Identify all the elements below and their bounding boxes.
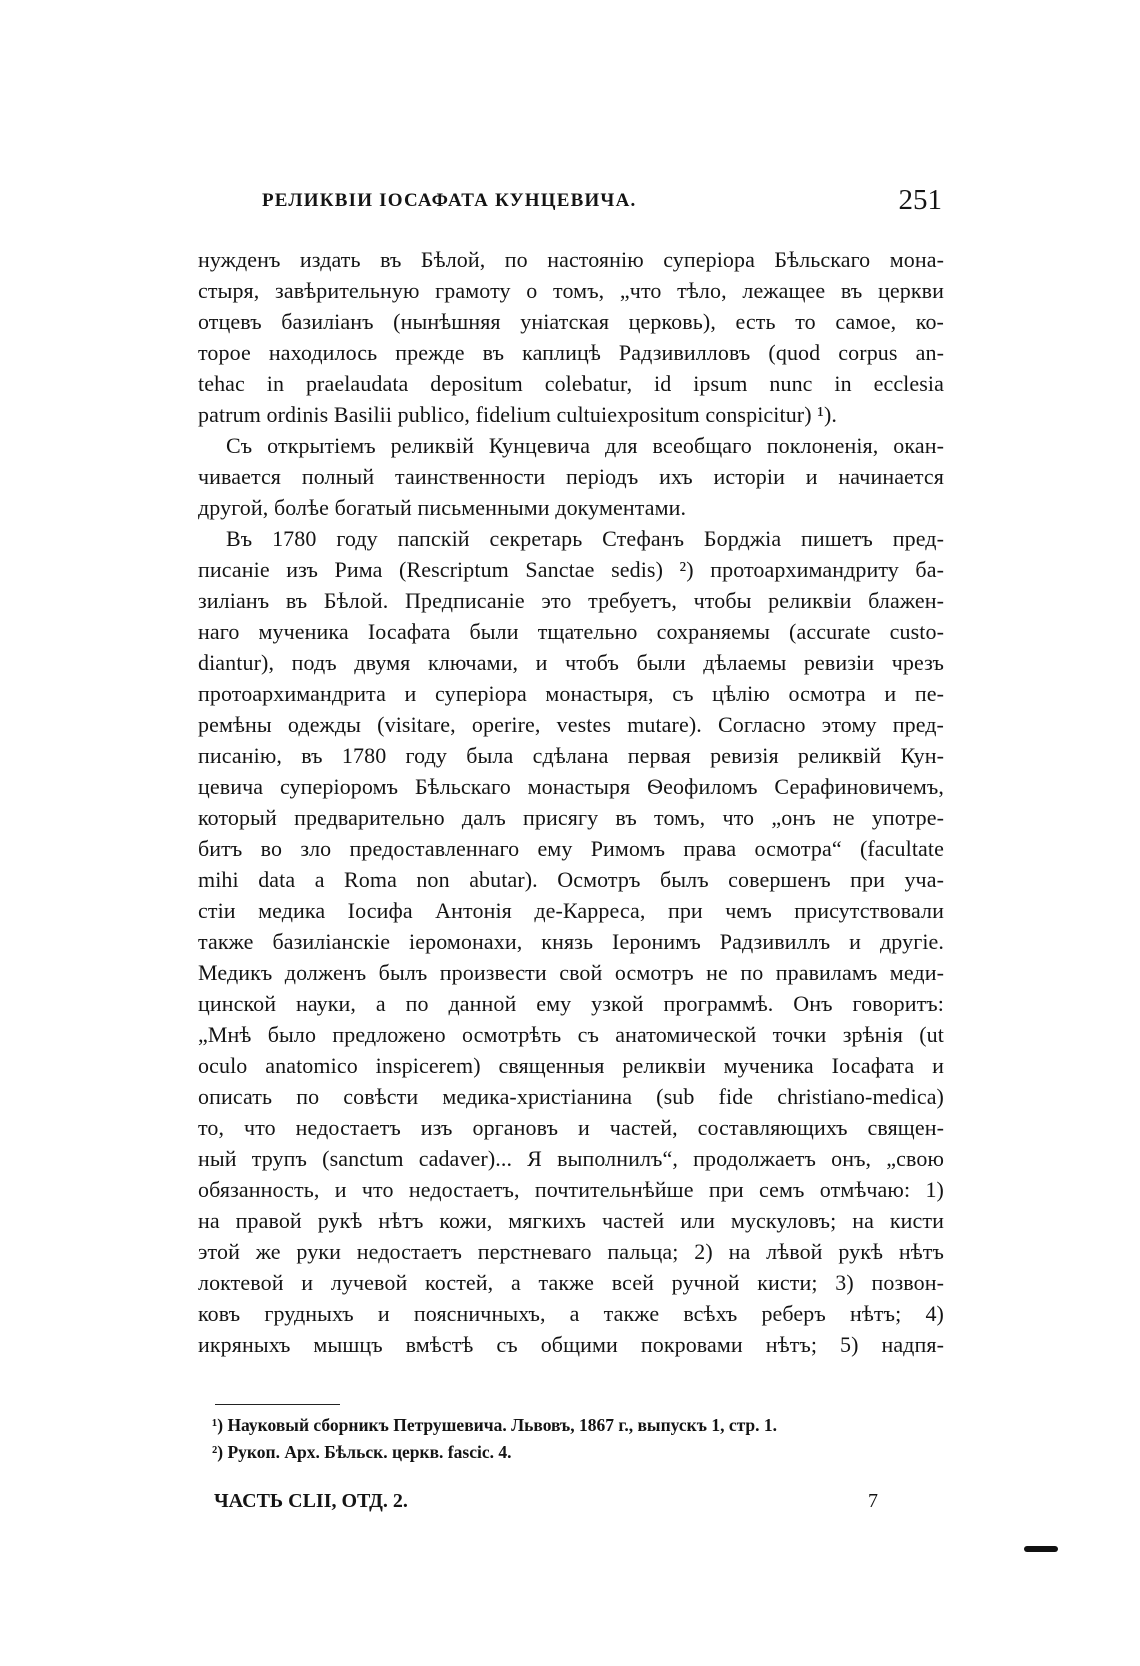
- text-line: ковъ грудныхъ и поясничныхъ, а также всѣхъ реберъ нѣтъ; 4): [198, 1301, 944, 1326]
- text-line: отцевъ базиліанъ (нынѣшняя уніатская церковь), есть то самое, ко-: [198, 309, 944, 334]
- scan-edge-mark: [1024, 1546, 1058, 1552]
- text-line: стіи медика Іосифа Антонія де-Карреса, при чемъ присутствовали: [198, 898, 944, 923]
- text-line: „Мнѣ было предложено осмотрѣть съ анатомической точки зрѣнія (ut: [198, 1022, 944, 1047]
- text-line: битъ во зло предоставленнаго ему Римомъ права осмотра“ (facultate: [198, 836, 944, 861]
- text-line: Съ открытіемъ реликвій Кунцевича для всеобщаго поклоненія, окан-: [226, 433, 944, 458]
- text-line: tehac in praelaudata depositum colebatur, id ipsum nunc in ecclesia: [198, 371, 944, 396]
- text-line: ремѣны одежды (visitare, operire, vestes mutare). Согласно этому пред-: [198, 712, 944, 737]
- text-line: цинской науки, а по данной ему узкой программѣ. Онъ говоритъ:: [198, 991, 944, 1016]
- text-line: описать по совѣсти медика-христіанина (sub fide christiano-medica): [198, 1084, 944, 1109]
- body-text: [198, 244, 944, 1360]
- text-line: Въ 1780 году папскій секретарь Стефанъ Борджіа пишетъ пред-: [226, 526, 944, 551]
- text-line: patrum ordinis Basilii publico, fidelium cultuiexpositum conspicitur) ¹).: [198, 402, 837, 427]
- text-line: нужденъ издать въ Бѣлой, по настоянію суперіора Бѣльскаго мона-: [198, 247, 944, 272]
- text-line: то, что недостаетъ изъ органовъ и частей, составляющихъ священ-: [198, 1115, 944, 1140]
- text-line: ный трупъ (sanctum cadaver)... Я выполнилъ“, продолжаетъ онъ, „свою: [198, 1146, 944, 1171]
- footnote-item: ¹) Науковый сборникъ Петрушевича. Львовъ, 1867 г., выпускъ 1, стр. 1.: [212, 1415, 778, 1435]
- running-title: РЕЛИКВІИ ІОСАФАТА КУНЦЕВИЧА.: [262, 190, 637, 211]
- text-line: писанію, въ 1780 году была сдѣлана первая ревизія реликвій Кун-: [198, 743, 944, 768]
- text-line: писаніе изъ Рима (Rescriptum Sanctae sedis) ²) протоархимандриту ба-: [198, 557, 944, 582]
- text-line: зиліанъ въ Бѣлой. Предписаніе это требуетъ, чтобы реликвіи блажен-: [198, 588, 944, 613]
- text-line: наго мученика Іосафата были тщательно сохраняемы (accurate custo-: [198, 619, 944, 644]
- text-line: Медикъ долженъ былъ произвести свой осмотръ не по правиламъ меди-: [198, 960, 944, 985]
- gathering-number: 7: [868, 1490, 878, 1512]
- text-line: этой же руки недостаетъ перстневаго пальца; 2) на лѣвой рукѣ нѣтъ: [198, 1239, 944, 1264]
- footnote-divider: [215, 1404, 340, 1405]
- text-line: также базиліанскіе іеромонахи, князь Іеронимъ Радзивиллъ и другіе.: [198, 929, 944, 954]
- text-line: протоархимандрита и суперіора монастыря, съ цѣлію осмотра и пе-: [198, 681, 944, 706]
- text-line: цевича суперіоромъ Бѣльскаго монастыря Ѳеофиломъ Серафиновичемъ,: [198, 774, 944, 799]
- text-line: на правой рукѣ нѣтъ кожи, мягкихъ частей или мускуловъ; на кисти: [198, 1208, 944, 1233]
- text-line: oculo anatomico inspicerem) священныя реликвіи мученика Іосафата и: [198, 1053, 944, 1078]
- text-line: который предварительно далъ присягу въ томъ, что „онъ не употре-: [198, 805, 944, 830]
- text-line: diantur), подъ двумя ключами, и чтобъ были дѣлаемы ревизіи чрезъ: [198, 650, 944, 675]
- text-line: другой, болѣе богатый письменными документами.: [198, 495, 687, 520]
- text-line: локтевой и лучевой костей, а также всей ручной кисти; 3) позвон-: [198, 1270, 944, 1295]
- footnote-item: ²) Рукоп. Арх. Бѣльск. церкв. fascic. 4.: [212, 1442, 512, 1462]
- text-line: mihi data a Roma non abutar). Осмотръ былъ совершенъ при уча-: [198, 867, 944, 892]
- text-line: обязанность, и что недостаетъ, почтительнѣйше при семъ отмѣчаю: 1): [198, 1177, 944, 1202]
- text-line: стыря, завѣрительную грамоту о томъ, „что тѣло, лежащее въ церкви: [198, 278, 944, 303]
- text-line: икряныхъ мышцъ вмѣстѣ съ общими покровами нѣтъ; 5) надпя-: [198, 1332, 944, 1357]
- text-line: торое находилось прежде въ каплицѣ Радзивилловъ (quod corpus an-: [198, 340, 944, 365]
- signature-line: [214, 1490, 878, 1520]
- signature-mark: ЧАСТЬ CLII, ОТД. 2.: [214, 1490, 408, 1512]
- page-number: 251: [898, 184, 942, 216]
- running-header: [200, 184, 942, 222]
- footnotes: [200, 1412, 940, 1466]
- text-line: чивается полный таинственности періодъ ихъ исторіи и начинается: [198, 464, 944, 489]
